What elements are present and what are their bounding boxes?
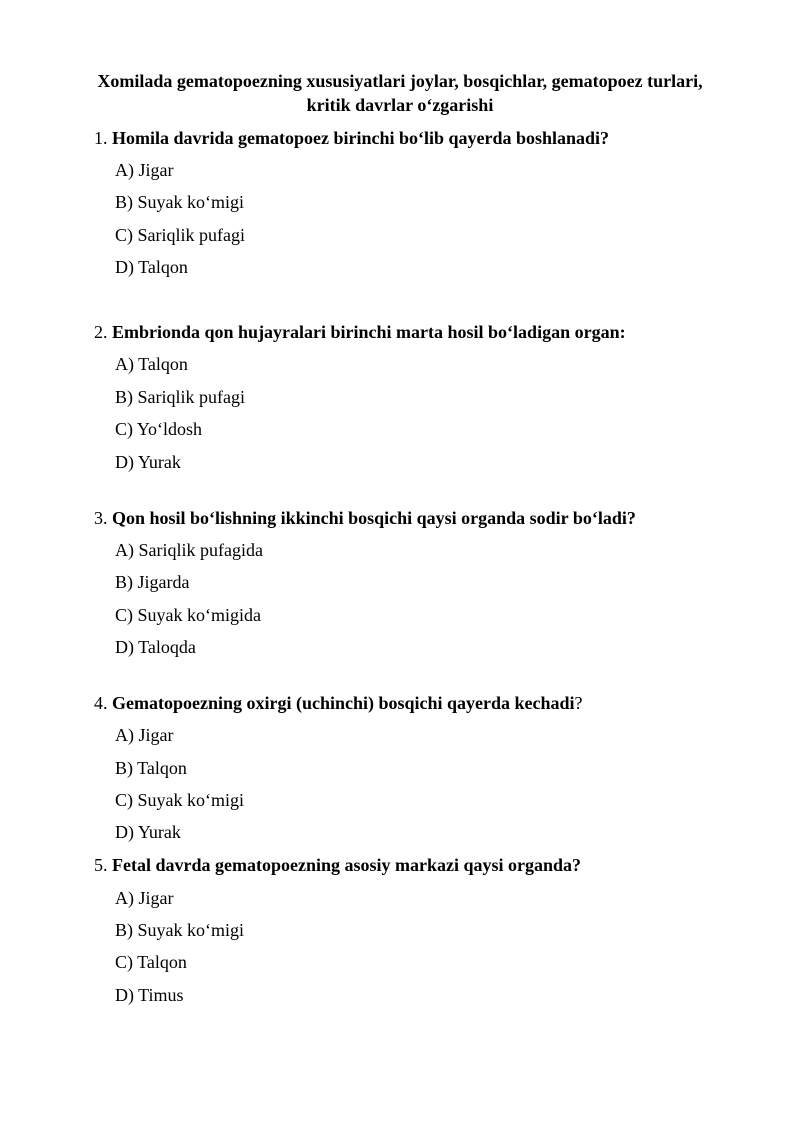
question-number: 5. xyxy=(94,855,108,875)
question-tail: ? xyxy=(574,693,583,713)
question-4 xyxy=(94,691,583,715)
question-5-option-a: A) Jigar xyxy=(115,888,174,908)
question-5-option-d: D) Timus xyxy=(115,985,184,1005)
question-number: 2. xyxy=(94,322,108,342)
question-text: Gematopoezning oxirgi (uchinchi) bosqichi qayerda kechadi xyxy=(112,693,575,713)
question-3-option-a: A) Sariqlik pufagida xyxy=(115,540,263,560)
question-4-option-a: A) Jigar xyxy=(115,725,174,745)
question-text: Fetal davrda gematopoezning asosiy markazi qaysi organda? xyxy=(112,855,582,875)
question-3 xyxy=(94,506,636,530)
question-1-option-b: B) Suyak ko‘migi xyxy=(115,192,244,212)
question-3-option-c: C) Suyak ko‘migida xyxy=(115,605,261,625)
question-3-option-d: D) Taloqda xyxy=(115,637,196,657)
question-5-option-b: B) Suyak ko‘migi xyxy=(115,920,244,940)
question-2-option-c: C) Yo‘ldosh xyxy=(115,419,203,439)
question-2-option-a: A) Talqon xyxy=(115,354,188,374)
question-1-option-c: C) Sariqlik pufagi xyxy=(115,225,245,245)
question-text: Homila davrida gematopoez birinchi bo‘lib qayerda boshlanadi? xyxy=(112,128,610,148)
question-4-option-c: C) Suyak ko‘migi xyxy=(115,790,244,810)
question-number: 3. xyxy=(94,508,108,528)
question-4-option-b: B) Talqon xyxy=(115,758,187,778)
question-1-option-d: D) Talqon xyxy=(115,257,188,277)
question-4-option-d: D) Yurak xyxy=(115,822,181,842)
question-1 xyxy=(94,126,609,150)
question-2 xyxy=(94,320,626,344)
question-number: 4. xyxy=(94,693,108,713)
question-2-option-d: D) Yurak xyxy=(115,452,181,472)
question-text: Embrionda qon hujayralari birinchi marta hosil bo‘ladigan organ: xyxy=(112,322,626,342)
question-2-option-b: B) Sariqlik pufagi xyxy=(115,387,245,407)
question-3-option-b: B) Jigarda xyxy=(115,572,190,592)
question-1-option-a: A) Jigar xyxy=(115,160,174,180)
document-title-line-1: Xomilada gematopoezning xususiyatlari joylar, bosqichlar, gematopoez turlari, xyxy=(97,71,703,91)
question-number: 1. xyxy=(94,128,108,148)
question-text: Qon hosil bo‘lishning ikkinchi bosqichi qaysi organda sodir bo‘ladi? xyxy=(112,508,636,528)
document-title-line-2: kritik davrlar o‘zgarishi xyxy=(306,95,494,115)
question-5 xyxy=(94,853,581,877)
question-5-option-c: C) Talqon xyxy=(115,952,187,972)
